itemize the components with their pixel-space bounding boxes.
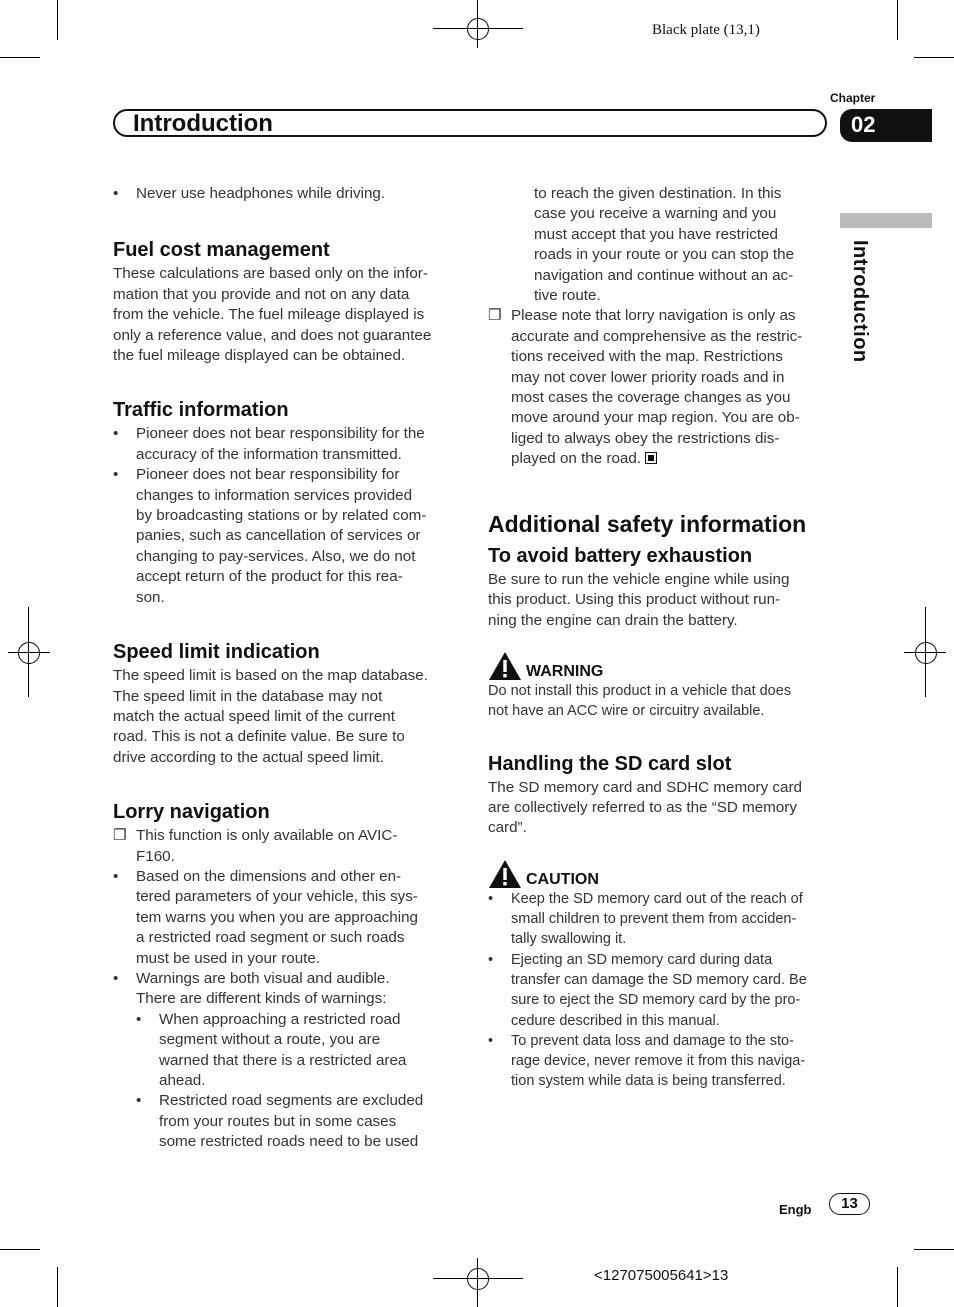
section-heading-battery: To avoid battery exhaustion bbox=[488, 544, 753, 567]
chapter-label: Chapter bbox=[830, 91, 876, 105]
language-code: Engb bbox=[779, 1202, 812, 1217]
section-heading-safety: Additional safety information bbox=[488, 510, 807, 537]
right-column bbox=[488, 184, 833, 1092]
left-column bbox=[113, 184, 458, 1153]
end-mark-icon bbox=[645, 452, 657, 464]
side-tab-label: Introduction bbox=[849, 240, 871, 363]
list-item: • Based on the dimensions and other en- tered parameters of your vehicle, this sys- tem warns you when you are approaching a restricted road segment or such roads must be used in your route. bbox=[113, 867, 418, 967]
warning-label: WARNING bbox=[526, 662, 604, 680]
chapter-number: 02 bbox=[851, 112, 876, 137]
continued-sub-item: to reach the given destination. In this case you receive a warning and you must accept that you have restricted roads in your route or you can stop the navigation and continue without an ac- tive route. bbox=[534, 185, 795, 305]
chapter-number-box bbox=[840, 109, 932, 142]
caution-icon bbox=[488, 859, 522, 889]
caution-label: CAUTION bbox=[526, 870, 599, 888]
sub-list-item: • When approaching a restricted road segment without a route, you are warned that there is a restricted area ahead. bbox=[136, 1010, 407, 1089]
paragraph-sd: The SD memory card and SDHC memory card are collectively referred to as the “SD memory card”. bbox=[488, 778, 802, 837]
caution-header bbox=[488, 859, 833, 889]
list-item: • Never use headphones while driving. bbox=[113, 185, 386, 202]
plate-label: Black plate (13,1) bbox=[652, 22, 760, 38]
note-item: ❐ This function is only available on AVIC- F160. bbox=[113, 827, 398, 865]
list-item: • To prevent data loss and damage to the sto- rage device, never remove it from this naviga- tion system while data is being transferred. bbox=[488, 1032, 806, 1090]
note-item: ❐ Please note that lorry navigation is only as accurate and comprehensive as the restric- tions received with the map. Restrictions may not cover lower priority roads and in most cases the coverage changes as you move around your map region. You are ob- liged to always obey the restrictions dis- played on the road. bbox=[488, 307, 803, 468]
list-item: • Keep the SD memory card out of the reach of small children to prevent them from acciden- tally swallowing it. bbox=[488, 890, 803, 948]
print-code: <127075005641>13 bbox=[594, 1267, 729, 1284]
section-heading-sd: Handling the SD card slot bbox=[488, 752, 732, 775]
list-item: • Pioneer does not bear responsibility for changes to information services provided by broadcasting stations or by related com- panies, such as cancellation of services or changing to pay-services. Also, we do not accept return of the product for this rea- son. bbox=[113, 466, 427, 606]
paragraph-battery: Be sure to run the vehicle engine while using this product. Using this product without run- ning the engine can drain the battery. bbox=[488, 570, 790, 629]
side-tab-bar bbox=[840, 213, 932, 228]
caution-list bbox=[488, 889, 833, 1092]
warning-icon bbox=[488, 651, 522, 681]
paragraph-speed: The speed limit is based on the map database. The speed limit in the database may not match the actual speed limit of the current road. This is not a definite value. Be sure to drive according to the actual speed limit. bbox=[113, 667, 428, 766]
section-heading-traffic: Traffic information bbox=[113, 399, 289, 422]
section-heading-fuel: Fuel cost management bbox=[113, 239, 330, 262]
sub-list-item: • Restricted road segments are excluded from your routes but in some cases some restricted roads need to be used bbox=[136, 1092, 424, 1151]
paragraph-fuel: These calculations are based only on the infor- mation that you provide and not on any data from the vehicle. The fuel mileage displayed is only a reference value, and does not guarantee the fuel mileage displayed can be obtained. bbox=[113, 265, 432, 365]
list-item: • Pioneer does not bear responsibility for the accuracy of the information transmitted. bbox=[113, 425, 425, 463]
section-heading-lorry: Lorry navigation bbox=[113, 801, 270, 824]
section-heading-speed: Speed limit indication bbox=[113, 641, 320, 664]
list-item: • Ejecting an SD memory card during data transfer can damage the SD memory card. Be sure to eject the SD memory card by the pro- cedure described in this manual. bbox=[488, 951, 807, 1029]
chapter-title-bar bbox=[113, 109, 827, 137]
chapter-title: Introduction bbox=[133, 110, 273, 137]
warning-header bbox=[488, 651, 833, 681]
warning-text: Do not install this product in a vehicle that does not have an ACC wire or circuitry available. bbox=[488, 682, 792, 720]
list-item: • Warnings are both visual and audible. There are different kinds of warnings: • When approaching a restricted road segment without a route, you are warned that there is a restricted area ahead. • Restricted road segments are excluded from your routes but in some cases some restricted roads need to be used bbox=[113, 969, 458, 1153]
page-number: 13 bbox=[829, 1193, 870, 1215]
